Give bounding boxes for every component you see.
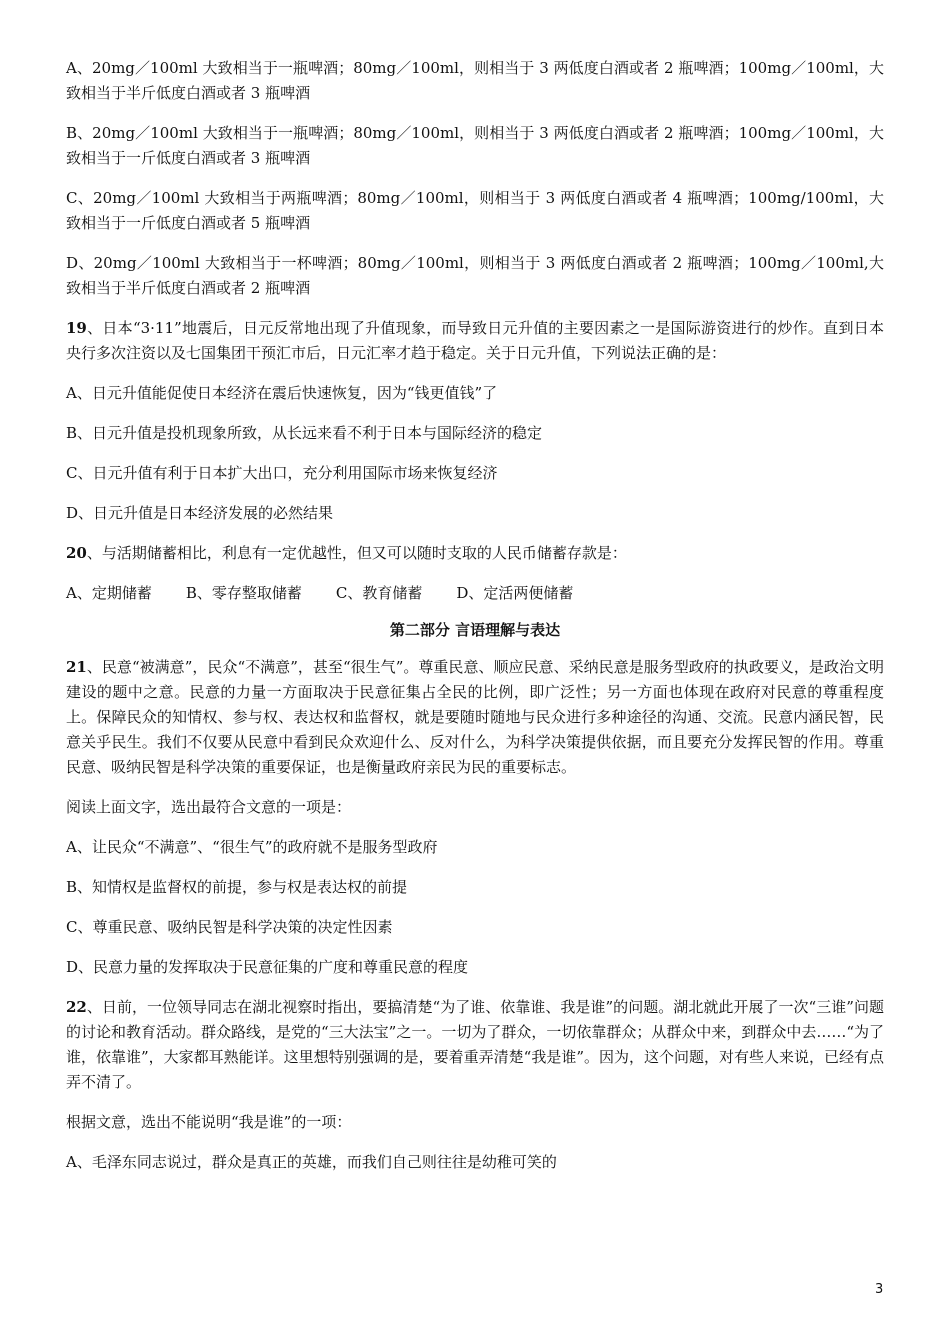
question-21 <box>66 655 884 780</box>
question-number: 19 <box>66 319 87 337</box>
q21-option-b: B、知情权是监督权的前提，参与权是表达权的前提 <box>66 878 408 896</box>
page-number: 3 <box>875 1282 884 1297</box>
q22-option-a: A、毛泽东同志说过，群众是真正的英雄，而我们自己则往往是幼稚可笑的 <box>66 1153 557 1171</box>
question-stem: 、民意“被满意”，民众“不满意”，甚至“很生气”。尊重民意、顺应民意、采纳民意是服务型政府的执政要义，是政治文明建设的题中之意。民意的力量一方面取决于民意征集占全民的比例，即广泛性；另一方面也体现在政府对民意的尊重程度上。保障民众的知情权、参与权、表达权和监督权，就是要随时随地与民众进行多种途径的沟通、交流。民意内涵民智，民意关乎民生。我们不仅要从民意中看到民众欢迎什么、反对什么，为科学决策提供依据，而且要充分发挥民智的作用。尊重民意、吸纳民智是科学决策的重要保证，也是衡量政府亲民为民的重要标志。 <box>66 658 884 776</box>
q21-option-c: C、尊重民意、吸纳民智是科学决策的决定性因素 <box>66 918 393 936</box>
q19-option-a: A、日元升值能促使日本经济在震后快速恢复，因为“钱更值钱”了 <box>66 384 498 402</box>
question-number: 22 <box>66 998 87 1016</box>
q19-option-b: B、日元升值是投机现象所致，从长远来看不利于日本与国际经济的稳定 <box>66 424 543 442</box>
question-stem: 、与活期储蓄相比，利息有一定优越性，但又可以随时支取的人民币储蓄存款是： <box>86 544 627 562</box>
question-number: 21 <box>66 658 87 676</box>
q18-option-d: D、20mg／100ml 大致相当于一杯啤酒；80mg／100ml，则相当于 3 两低度白酒或者 2 瓶啤酒；100mg／100ml,大致相当于半斤低度白酒或者 2 瓶啤酒 <box>66 254 884 297</box>
q18-option-c: C、20mg／100ml 大致相当于两瓶啤酒；80mg／100ml，则相当于 3 两低度白酒或者 4 瓶啤酒；100mg/100ml，大致相当于一斤低度白酒或者 5 瓶啤酒 <box>66 189 884 232</box>
document-page <box>66 56 884 1190</box>
q22-prompt: 根据文意，选出不能说明“我是谁”的一项： <box>66 1113 352 1131</box>
q20-option-d: D、定活两便储蓄 <box>456 584 574 602</box>
q20-options <box>66 581 884 606</box>
question-22 <box>66 995 884 1095</box>
q20-option-b: B、零存整取储蓄 <box>185 584 302 602</box>
q20-option-a: A、定期储蓄 <box>66 584 152 602</box>
question-stem: 、日前，一位领导同志在湖北视察时指出，要搞清楚“为了谁、依靠谁、我是谁”的问题。湖北就此开展了一次“三谁”问题的讨论和教育活动。群众路线，是党的“三大法宝”之一。一切为了群众，一切依靠群众；从群众中来，到群众中去……“为了谁，依靠谁”，大家都耳熟能详。这里想特别强调的是，要着重弄清楚“我是谁”。因为，这个问题，对有些人来说，已经有点弄不清了。 <box>66 998 885 1091</box>
q20-option-c: C、教育储蓄 <box>335 584 423 602</box>
q21-option-d: D、民意力量的发挥取决于民意征集的广度和尊重民意的程度 <box>66 958 469 976</box>
q21-prompt: 阅读上面文字，选出最符合文意的一项是： <box>66 798 352 816</box>
q18-option-a: A、20mg／100ml 大致相当于一瓶啤酒；80mg／100ml，则相当于 3 两低度白酒或者 2 瓶啤酒；100mg／100ml，大致相当于半斤低度白酒或者 3 瓶啤酒 <box>66 59 884 102</box>
question-20 <box>66 541 884 566</box>
question-19 <box>66 316 884 366</box>
q18-option-b: B、20mg／100ml 大致相当于一瓶啤酒；80mg／100ml，则相当于 3 两低度白酒或者 2 瓶啤酒；100mg／100ml，大致相当于一斤低度白酒或者 3 瓶啤酒 <box>66 124 884 167</box>
question-number: 20 <box>66 544 87 562</box>
q21-option-a: A、让民众“不满意”、“很生气”的政府就不是服务型政府 <box>66 838 438 856</box>
q19-option-c: C、日元升值有利于日本扩大出口，充分利用国际市场来恢复经济 <box>66 464 498 482</box>
q19-option-d: D、日元升值是日本经济发展的必然结果 <box>66 504 334 522</box>
section-heading: 第二部分 言语理解与表达 <box>389 621 561 639</box>
question-stem: 、日本“3·11”地震后，日元反常地出现了升值现象，而导致日元升值的主要因素之一是国际游资进行的炒作。直到日本央行多次注资以及七国集团干预汇市后，日元汇率才趋于稳定。关于日元升值，下列说法正确的是： <box>66 319 884 362</box>
